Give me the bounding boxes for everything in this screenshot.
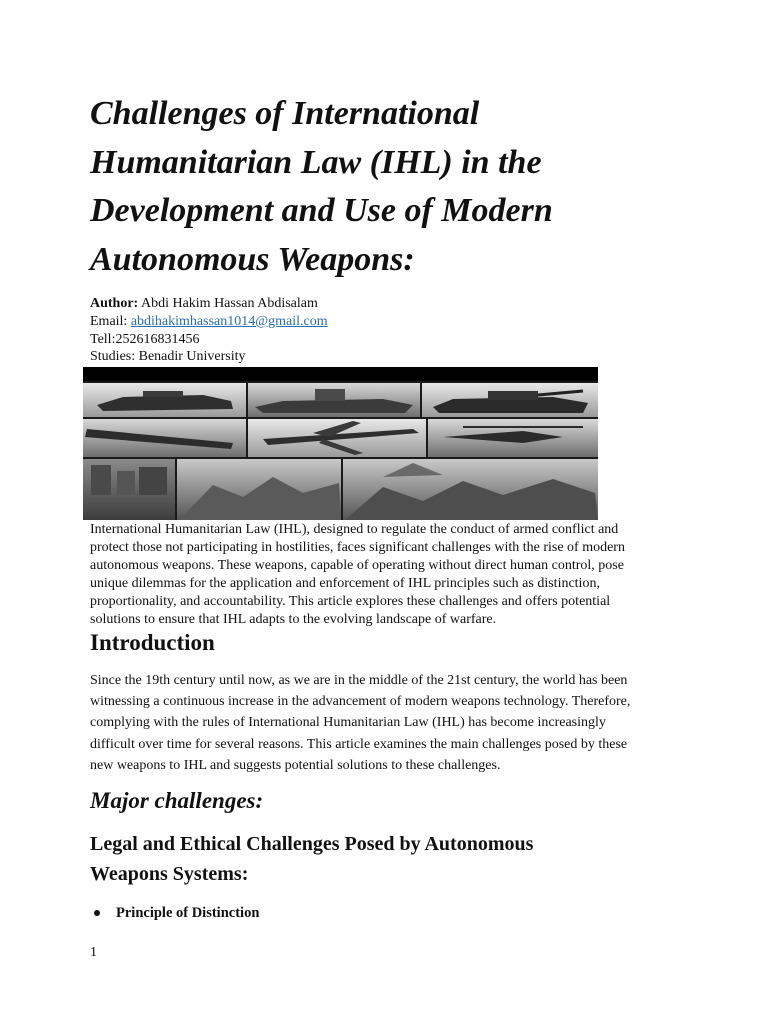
weapons-collage-image: [83, 367, 598, 520]
page-number: 1: [90, 945, 97, 960]
bullet-icon: [94, 910, 100, 916]
intro-line: new weapons to IHL and suggests potential solutions to these challenges.: [90, 757, 501, 773]
legal-heading-line: Legal and Ethical Challenges Posed by Autonomous: [90, 833, 534, 855]
title-line: Challenges of International: [90, 95, 480, 132]
email-line: [90, 313, 328, 331]
introduction-paragraph: [90, 670, 690, 776]
email-label: Email:: [90, 313, 131, 329]
intro-line: witnessing a continuous increase in the advancement of modern weapons technology. Therefore,: [90, 694, 631, 710]
title-line: Humanitarian Law (IHL) in the: [90, 143, 542, 181]
studies-line: Studies: Benadir University: [90, 349, 246, 365]
author-line: [90, 295, 328, 313]
abstract-paragraph: [90, 521, 670, 629]
introduction-heading: Introduction: [90, 630, 215, 655]
abstract-line: unique dilemmas for the application and enforcement of IHL principles such as distinction,: [90, 576, 600, 591]
author-info: [90, 295, 328, 366]
email-link[interactable]: abdihakimhassan1014@gmail.com: [130, 313, 328, 329]
title-line: Development and Use of Modern: [90, 192, 553, 229]
list-item: [90, 902, 259, 924]
abstract-line: proportionality, and accountability. This article explores these challenges and offers potential: [90, 594, 611, 609]
major-challenges-heading: Major challenges:: [90, 788, 264, 813]
bullet-text: Principle of Distinction: [116, 905, 260, 921]
abstract-line: autonomous weapons. These weapons, capable of operating without direct human control, pose: [90, 558, 624, 573]
bullet-list: [90, 902, 259, 924]
legal-heading-line: Weapons Systems:: [90, 863, 249, 885]
legal-challenges-heading: [90, 829, 650, 889]
document-title: [90, 90, 650, 284]
intro-line: Since the 19th century until now, as we are in the middle of the 21st century, the world has been: [90, 673, 628, 688]
abstract-line: solutions to ensure that IHL adapts to the evolving landscape of warfare.: [90, 612, 497, 627]
abstract-line: protect those not participating in hostilities, faces significant challenges with the rise of modern: [90, 540, 625, 555]
intro-line: complying with the rules of International Humanitarian Law (IHL) has become increasingly: [90, 715, 606, 731]
intro-line: difficult over time for several reasons. This article examines the main challenges posed by these: [90, 736, 628, 752]
title-line: Autonomous Weapons:: [90, 240, 415, 278]
collage-graphic: [83, 367, 598, 520]
author-label: Author:: [90, 296, 139, 311]
abstract-line: International Humanitarian Law (IHL), designed to regulate the conduct of armed conflict and: [90, 522, 619, 537]
author-name: Abdi Hakim Hassan Abdisalam: [138, 296, 318, 311]
phone-line: Tell:252616831456: [90, 331, 200, 347]
